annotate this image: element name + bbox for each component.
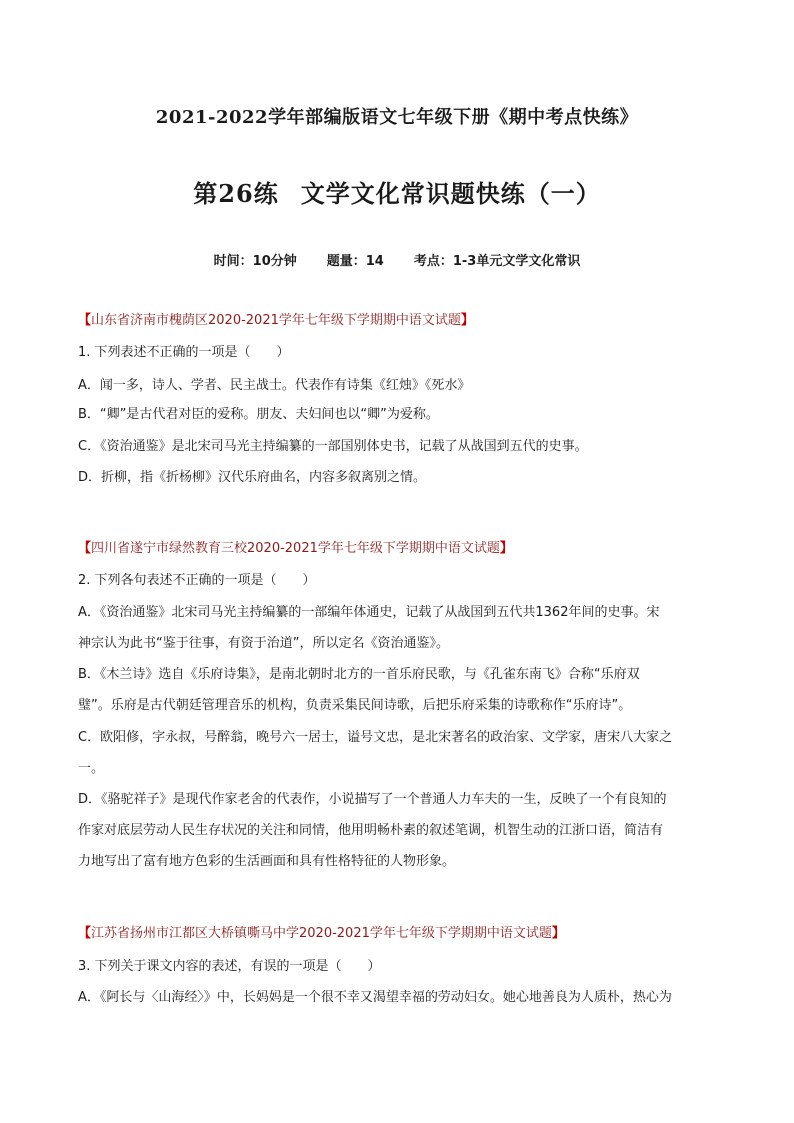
question-option: D．折柳，指《折杨柳》汉代乐府曲名，内容多叙离别之情。 — [78, 470, 427, 485]
exam-meta — [0, 250, 794, 269]
question-option-continued: 一。 — [78, 761, 105, 776]
title-lesson-number: 第26练 — [193, 179, 279, 208]
question-option-continued: 璧”。乐府是古代朝廷管理音乐的机构，负责采集民间诗歌，后把乐府采集的诗歌称作“乐府诗”。 — [78, 698, 632, 713]
document-subtitle: 2021-2022学年部编版语文七年级下册《期中考点快练》 — [155, 107, 639, 128]
question-option: A．《资治通鉴》北宋司马光主持编纂的一部编年体通史，记载了从战国到五代共1362年间的史事。宋 — [78, 605, 660, 620]
title-lesson-topic: 文学文化常识题快练（一） — [300, 179, 601, 208]
question-option-continued: 作家对底层劳动人民生存状况的关注和同情，他用明畅朴素的叙述笔调，机智生动的江浙口语，简洁有 — [78, 823, 664, 838]
question-option-continued: 力地写出了富有地方色彩的生活画面和具有性格特征的人物形象。 — [78, 854, 456, 869]
meta-topic: 考点：1-3单元文学文化常识 — [413, 254, 581, 269]
question-option: D．《骆驼祥子》是现代作家老舍的代表作，小说描写了一个普通人力车夫的一生，反映了一个有良知的 — [78, 792, 667, 807]
question-option: B．“卿”是古代君对臣的爱称。朋友、夫妇间也以“卿”为爱称。 — [78, 407, 439, 422]
question-option: A．《阿长与〈山海经〉》中，长妈妈是一个很不幸又渴望幸福的劳动妇女。她心地善良为人质朴，热心为 — [78, 990, 672, 1005]
question-source: 【四川省遂宁市绿然教育三校2020-2021学年七年级下学期期中语文试题】 — [78, 541, 513, 556]
question-stem: 3. 下列关于课文内容的表述，有误的一项是（ ） — [78, 959, 381, 974]
question-option: C．《资治通鉴》是北宋司马光主持编纂的一部国别体史书，记载了从战国到五代的史事。 — [78, 439, 588, 454]
question-stem: 2. 下列各句表述不正确的一项是（ ） — [78, 573, 316, 588]
question-option: A．闻一多，诗人、学者、民主战士。代表作有诗集《红烛》《死水》 — [78, 378, 471, 393]
question-source: 【江苏省扬州市江都区大桥镇嘶马中学2020-2021学年七年级下学期期中语文试题】 — [78, 926, 565, 941]
question-source: 【山东省济南市槐荫区2020-2021学年七年级下学期期中语文试题】 — [78, 313, 474, 328]
meta-time: 时间：10分钟 — [213, 254, 297, 269]
question-stem: 1. 下列表述不正确的一项是（ ） — [78, 345, 290, 360]
question-option-continued: 神宗认为此书“鉴于往事，有资于治道”，所以定名《资治通鉴》。 — [78, 636, 449, 651]
question-option: C．欧阳修，字永叔，号醉翁，晚号六一居士，谥号文忠，是北宋著名的政治家、文学家，唐宋八大家之 — [78, 730, 673, 745]
question-option: B．《木兰诗》选自《乐府诗集》，是南北朝时北方的一首乐府民歌，与《孔雀东南飞》合称“乐府双 — [78, 667, 640, 682]
meta-count: 题量：14 — [326, 254, 384, 269]
document-title — [0, 174, 794, 209]
